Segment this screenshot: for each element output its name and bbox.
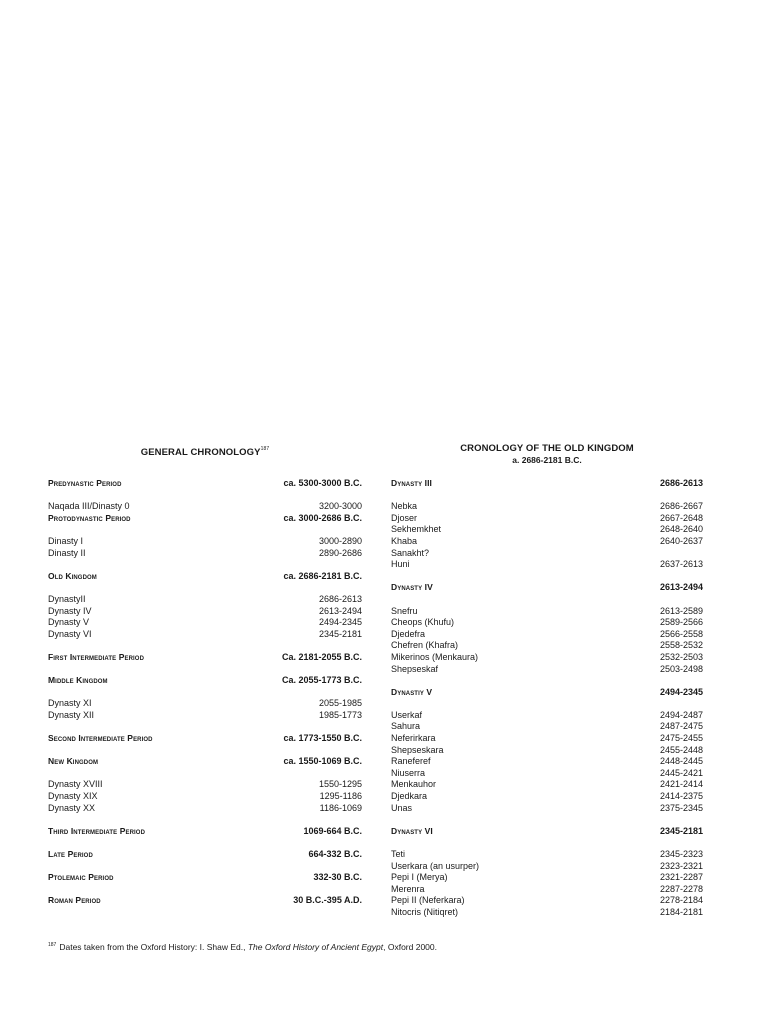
date-range: 664-332 B.C.	[308, 849, 362, 859]
period-heading-row	[48, 652, 362, 664]
date-range: 2345-2181	[659, 825, 703, 836]
footnote-book-title: The Oxford History of Ancient Egypt	[247, 942, 384, 952]
date-range: 2532-2503	[659, 651, 703, 662]
date-range: 2503-2498	[659, 663, 703, 674]
period-name: Ptolemaic Period	[48, 872, 114, 883]
dynasty-row	[391, 756, 703, 768]
dynasty-row	[391, 710, 703, 722]
dynasty-row	[48, 606, 362, 618]
entry-name: Dynasty V	[48, 617, 90, 628]
date-range: 2637-2613	[659, 559, 703, 570]
dynasty-row	[391, 861, 703, 873]
dynasty-row	[391, 872, 703, 884]
date-range: 2278-2184	[659, 895, 703, 906]
spacer	[48, 745, 362, 757]
period-heading-row	[391, 478, 703, 490]
old-kingdom-title: CRONOLOGY OF THE OLD KINGDOM	[460, 443, 634, 454]
entry-name: Cheops (Khufu)	[391, 617, 455, 628]
entry-name: Dinasty I	[48, 535, 84, 546]
spacer	[391, 814, 703, 826]
dynasty-row	[391, 745, 703, 757]
dynasty-row	[391, 629, 703, 641]
dynasty-row	[391, 884, 703, 896]
spacer	[48, 640, 362, 652]
dynasty-row	[48, 698, 362, 710]
period-name: Predynastic Period	[48, 478, 122, 488]
period-name: Dynasty IV	[391, 582, 433, 593]
dynasty-row	[391, 513, 703, 525]
period-name: Second Intermediate Period	[48, 733, 153, 744]
date-range: 3000-2890	[318, 535, 362, 546]
period-name: Protodynastic Period	[48, 512, 131, 523]
entry-name: Sekhemkhet	[391, 524, 442, 535]
date-range: 2566-2558	[659, 628, 703, 639]
entry-name: Dynasty XII	[48, 709, 95, 720]
spacer	[48, 884, 362, 896]
spacer	[48, 837, 362, 849]
entry-name: Dynasty IV	[48, 605, 92, 616]
dynasty-row	[391, 606, 703, 618]
dynasty-row	[48, 501, 362, 513]
entry-name: Dynasty XIX	[48, 791, 98, 802]
entry-name: DynastyII	[48, 593, 86, 604]
date-range: 2287-2278	[659, 883, 703, 894]
spacer	[391, 837, 703, 849]
spacer	[391, 594, 703, 606]
entry-name: Nebka	[391, 501, 418, 512]
spacer	[391, 490, 703, 502]
general-chronology-title-text: GENERAL CHRONOLOGY	[140, 447, 261, 458]
date-range: 2640-2637	[659, 535, 703, 546]
spacer	[48, 490, 362, 502]
period-heading-row	[48, 756, 362, 768]
dynasty-row	[391, 907, 703, 919]
general-chronology-list	[48, 478, 362, 907]
period-name: Dynastiy V	[391, 686, 433, 697]
date-range: 1295-1186	[319, 791, 362, 802]
dynasty-row	[391, 664, 703, 676]
date-range: 3200-3000	[318, 501, 362, 512]
dynasty-row	[48, 536, 362, 548]
dynasty-row	[391, 803, 703, 815]
period-heading-row	[48, 571, 362, 583]
old-kingdom-column	[391, 443, 703, 919]
entry-name: Djedefra	[391, 628, 426, 639]
date-range: 2475-2455	[659, 733, 703, 744]
date-range: 2184-2181	[659, 906, 703, 917]
dynasty-row	[391, 733, 703, 745]
entry-name: Shepseskara	[391, 744, 444, 755]
date-range: ca. 1550-1069 B.C.	[283, 756, 362, 767]
spacer	[48, 861, 362, 873]
entry-name: Raneferef	[391, 756, 431, 767]
dynasty-row	[48, 791, 362, 803]
date-range: 2589-2566	[659, 617, 703, 628]
date-range: 1069-664 B.C.	[303, 825, 362, 836]
entry-name: Djoser	[391, 512, 418, 523]
entry-name: Mikerinos (Menkaura)	[391, 651, 479, 662]
period-heading-row	[48, 513, 362, 525]
date-range: 1186-1069	[319, 802, 362, 813]
spacer	[48, 559, 362, 571]
dynasty-row	[391, 524, 703, 536]
dynasty-row	[391, 779, 703, 791]
general-chronology-column	[48, 443, 362, 907]
date-range: 2421-2414	[659, 779, 703, 790]
dynasty-row	[48, 803, 362, 815]
entry-name: Pepi II (Neferkara)	[391, 895, 465, 906]
spacer	[48, 524, 362, 536]
dynasty-row	[391, 548, 703, 560]
date-range: 2448-2445	[659, 756, 703, 767]
period-heading-row	[48, 478, 362, 490]
entry-name: Menkauhor	[391, 779, 437, 790]
date-range: 2323-2321	[659, 860, 703, 871]
entry-name: Huni	[391, 559, 410, 570]
dynasty-row	[48, 548, 362, 560]
dynasty-row	[391, 791, 703, 803]
spacer	[48, 768, 362, 780]
date-range: ca. 5300-3000 B.C.	[283, 478, 362, 488]
dynasty-row	[48, 710, 362, 722]
period-name: New Kingdom	[48, 756, 99, 767]
spacer	[48, 721, 362, 733]
date-range: 2494-2487	[659, 709, 703, 720]
date-range: 2613-2494	[318, 605, 362, 616]
entry-name: Userkaf	[391, 709, 423, 720]
entry-name: Teti	[391, 849, 406, 859]
date-range: 1550-1295	[318, 779, 362, 790]
entry-name: Dinasty II	[48, 547, 86, 558]
period-heading-row	[48, 895, 362, 907]
dynasty-row	[391, 652, 703, 664]
footnote-text-end: , Oxford 2000.	[383, 942, 437, 952]
old-kingdom-list	[391, 478, 703, 919]
date-range: 1985-1773	[318, 709, 362, 720]
period-heading-row	[48, 733, 362, 745]
entry-name: Merenra	[391, 883, 425, 894]
dynasty-row	[391, 559, 703, 571]
date-range: 2445-2421	[659, 767, 703, 778]
dynasty-row	[391, 640, 703, 652]
date-range: Ca. 2181-2055 B.C.	[281, 651, 362, 662]
date-range: 2455-2448	[659, 744, 703, 755]
period-heading-row	[48, 849, 362, 861]
date-range: 2321-2287	[659, 872, 703, 883]
date-range: 2494-2345	[318, 617, 362, 628]
spacer	[48, 687, 362, 699]
entry-name: Khaba	[391, 535, 418, 546]
date-range: 332-30 B.C.	[313, 872, 362, 883]
entry-name: Snefru	[391, 605, 418, 616]
period-name: Late Period	[48, 849, 93, 859]
date-range: 2686-2667	[659, 501, 703, 512]
entry-name: Chefren (Khafra)	[391, 640, 459, 651]
date-range: ca. 3000-2686 B.C.	[283, 512, 362, 523]
footnote-text: Dates taken from the Oxford History: I. Shaw Ed.,	[59, 942, 248, 952]
dynasty-row	[391, 895, 703, 907]
period-heading-row	[391, 582, 703, 594]
period-heading-row	[391, 826, 703, 838]
spacer	[48, 814, 362, 826]
dynasty-row	[48, 779, 362, 791]
footnote-number: 187	[48, 942, 57, 948]
date-range: 2558-2532	[659, 640, 703, 651]
entry-name: Dynasty XVIII	[48, 779, 103, 790]
date-range: 2487-2475	[659, 721, 703, 732]
period-name: Dynasty VI	[391, 825, 433, 836]
dynasty-row	[391, 501, 703, 513]
date-range: 2375-2345	[659, 802, 703, 813]
spacer	[391, 571, 703, 583]
spacer	[48, 664, 362, 676]
date-range: 2648-2640	[659, 524, 703, 535]
entry-name: Dynasty VI	[48, 628, 92, 639]
entry-name: Unas	[391, 802, 413, 813]
period-name: Third Intermediate Period	[48, 825, 146, 836]
period-name: Roman Period	[48, 895, 101, 906]
entry-name: Dynasty XI	[48, 698, 92, 709]
old-kingdom-subtitle: a. 2686-2181 B.C.	[512, 455, 582, 465]
dynasty-row	[391, 849, 703, 861]
date-range: 2667-2648	[659, 512, 703, 523]
period-heading-row	[48, 675, 362, 687]
entry-name: Pepi I (Merya)	[391, 872, 448, 883]
period-heading-row	[48, 826, 362, 838]
general-chronology-title	[48, 443, 362, 458]
dynasty-row	[48, 617, 362, 629]
date-range: 2414-2375	[659, 791, 703, 802]
dynasty-row	[391, 721, 703, 733]
date-range: 2345-2323	[659, 849, 703, 859]
entry-name: Userkara (an usurper)	[391, 860, 480, 871]
dynasty-row	[391, 617, 703, 629]
entry-name: Djedkara	[391, 791, 428, 802]
date-range: 2613-2589	[659, 605, 703, 616]
date-range: 2494-2345	[659, 686, 703, 697]
date-range: 2613-2494	[659, 582, 703, 593]
date-range: 2686-2613	[318, 593, 362, 604]
entry-name: Nitocris (Nitiqret)	[391, 906, 459, 917]
date-range: 2686-2613	[659, 478, 703, 488]
period-name: Old Kingdom	[48, 570, 97, 581]
period-heading-row	[391, 687, 703, 699]
dynasty-row	[48, 594, 362, 606]
period-name: Dynasty III	[391, 478, 433, 488]
period-heading-row	[48, 872, 362, 884]
period-name: Middle Kingdom	[48, 675, 108, 686]
dynasty-row	[391, 768, 703, 780]
date-range: 2055-1985	[318, 698, 362, 709]
period-name: First Intermediate Period	[48, 651, 145, 662]
date-range: ca. 2686-2181 B.C.	[283, 570, 362, 581]
spacer	[391, 698, 703, 710]
date-range: Ca. 2055-1773 B.C.	[281, 675, 362, 686]
entry-name: Dynasty XX	[48, 802, 96, 813]
date-range: ca. 1773-1550 B.C.	[283, 733, 362, 744]
entry-name: Niuserra	[391, 767, 426, 778]
footnote-ref: 187	[260, 446, 270, 452]
dynasty-row	[48, 629, 362, 641]
date-range: 30 B.C.-395 A.D.	[293, 895, 362, 906]
entry-name: Naqada III/Dinasty 0	[48, 501, 130, 512]
entry-name: Sahura	[391, 721, 421, 732]
footnote	[48, 942, 437, 952]
entry-name: Sanakht?	[391, 547, 430, 558]
entry-name: Neferirkara	[391, 733, 436, 744]
dynasty-row	[391, 536, 703, 548]
date-range: 2890-2686	[318, 547, 362, 558]
spacer	[391, 675, 703, 687]
entry-name: Shepseskaf	[391, 663, 439, 674]
spacer	[48, 582, 362, 594]
date-range: 2345-2181	[318, 628, 362, 639]
